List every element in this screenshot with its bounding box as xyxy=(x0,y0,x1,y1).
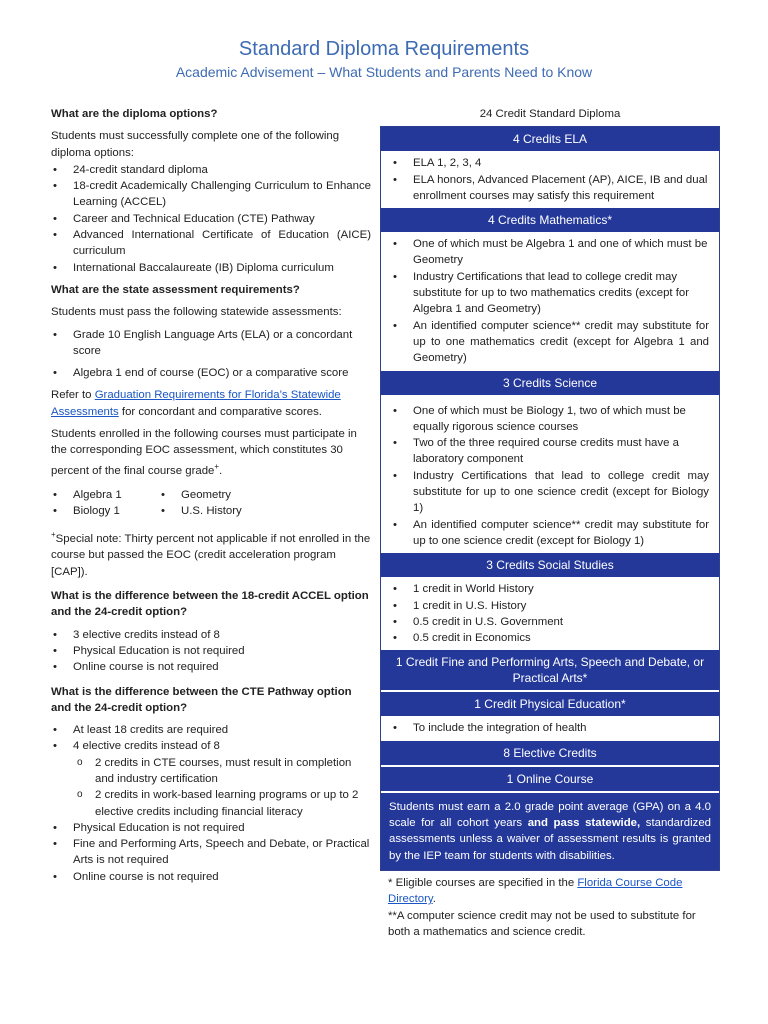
list-item: • 3 elective credits instead of 8 xyxy=(51,627,371,643)
pe-cell xyxy=(381,716,719,740)
question-accel-difference: What is the difference between the 18-credit ACCEL option and the 24-credit option? xyxy=(51,590,369,619)
list-item: • Physical Education is not required xyxy=(51,643,371,659)
list-item: • One of which must be Algebra 1 and one of which must be Geometry xyxy=(389,236,709,269)
list-item: • One of which must be Biology 1, two of which must be equally rigorous science courses xyxy=(389,403,709,436)
question-cte-difference: What is the difference between the CTE Pathway option and the 24-credit option? xyxy=(51,685,352,714)
list-item: • 0.5 credit in Economics xyxy=(389,630,709,646)
eoc-end: . xyxy=(219,464,223,477)
social-studies-band: 3 Credits Social Studies xyxy=(381,553,719,577)
pe-band: 1 Credit Physical Education* xyxy=(381,692,719,716)
special-note xyxy=(51,527,371,580)
list-item: • Algebra 1 end of course (EOC) or a comparative score xyxy=(51,365,371,381)
list-item: • Industry Certifications that lead to college credit may substitute for up to two mathematics credits (except for Algebra 1 and Geometry) xyxy=(389,269,709,318)
list-item: • U.S. History xyxy=(159,503,267,519)
left-column xyxy=(51,106,371,885)
science-cell xyxy=(381,395,719,554)
list-item: • Fine and Performing Arts, Speech and Debate, or Practical Arts is not required xyxy=(51,836,371,869)
eoc-courses-col2 xyxy=(159,487,267,520)
question-diploma-options: What are the diploma options? xyxy=(51,108,218,120)
footnote-eligible-courses xyxy=(388,875,720,908)
note-text: Special note: Thirty percent not applicable if not enrolled in the course but passed the EOC (credit acceleration program [CAP]). xyxy=(51,533,371,578)
footnote-computer-science: **A computer science credit may not be used to substitute for both a mathematics and science credit. xyxy=(388,909,696,938)
list-item: • Physical Education is not required xyxy=(51,820,371,836)
footnote-prefix: * Eligible courses are specified in the xyxy=(388,876,578,889)
list-item: • ELA honors, Advanced Placement (AP), AICE, IB and dual enrollment courses may satisfy this requirement xyxy=(389,172,709,205)
online-course-band: 1 Online Course xyxy=(381,767,719,791)
ela-band: 4 Credits ELA xyxy=(381,127,719,151)
footnotes xyxy=(380,875,720,940)
math-cell xyxy=(381,232,719,370)
list-item: • Biology 1 xyxy=(51,503,159,519)
list-item: • 1 credit in U.S. History xyxy=(389,598,709,614)
list-item: • Career and Technical Education (CTE) Pathway xyxy=(51,211,371,227)
list-item: • 4 elective credits instead of 8 xyxy=(51,738,371,754)
list-item: • 1 credit in World History xyxy=(389,581,709,597)
question-state-assessment: What are the state assessment requirements? xyxy=(51,283,300,296)
list-item: • Online course is not required xyxy=(51,869,371,885)
footnote-suffix: . xyxy=(432,893,436,906)
list-item: • Geometry xyxy=(159,487,267,503)
diploma-options-list xyxy=(51,162,371,276)
refer-suffix: for concordant and comparative scores. xyxy=(118,405,322,418)
list-item: • To include the integration of health xyxy=(389,720,709,736)
elective-band: 8 Elective Credits xyxy=(381,741,719,765)
eoc-paragraph xyxy=(51,426,371,479)
refer-paragraph xyxy=(51,387,371,420)
list-item: • ELA 1, 2, 3, 4 xyxy=(389,155,709,171)
state-assessment-intro: Students must pass the following statewide assessments: xyxy=(51,306,342,319)
state-assessment-list xyxy=(51,327,371,382)
right-column xyxy=(380,106,720,940)
gpa-requirement xyxy=(381,793,719,870)
page-title: Standard Diploma Requirements xyxy=(238,38,530,60)
ela-cell xyxy=(381,151,719,208)
social-studies-cell xyxy=(381,577,719,650)
diploma-options-intro: Students must successfully complete one of the following diploma options: xyxy=(51,130,340,159)
math-band: 4 Credits Mathematics* xyxy=(381,208,719,232)
list-item: • Grade 10 English Language Arts (ELA) or a concordant score xyxy=(51,327,371,360)
note-mark: + xyxy=(51,530,56,540)
eoc-text: Students enrolled in the following courses must participate in the corresponding EOC assessment, which constitutes 30 percent of the final course grade xyxy=(51,428,357,477)
page-subtitle: Academic Advisement – What Students and Parents Need to Know xyxy=(175,64,593,80)
list-item: • Advanced International Certificate of Education (AICE) curriculum xyxy=(51,227,371,260)
list-item: • International Baccalaureate (IB) Diploma curriculum xyxy=(51,260,371,276)
requirements-table xyxy=(380,126,720,871)
cte-difference-list xyxy=(51,722,371,885)
refer-prefix: Refer to xyxy=(51,389,95,402)
list-item: • 0.5 credit in U.S. Government xyxy=(389,614,709,630)
list-item: • An identified computer science** credit may substitute for up to one mathematics credit (except for Algebra 1 and Geometry) xyxy=(389,318,709,367)
list-item: • Online course is not required xyxy=(51,659,371,675)
eoc-courses xyxy=(51,487,371,520)
accel-difference-list xyxy=(51,627,371,676)
sub-list-item: o 2 credits in CTE courses, must result in completion and industry certification xyxy=(51,755,371,788)
arts-band: 1 Credit Fine and Performing Arts, Speech and Debate, or Practical Arts* xyxy=(381,650,719,690)
list-item: • Industry Certifications that lead to college credit may substitute for up to one science credit (except for Biology 1) xyxy=(389,468,709,517)
graduation-requirements-link[interactable]: Graduation Requirements for Florida’s Statewide Assessments xyxy=(51,389,341,418)
list-item: • 18-credit Academically Challenging Curriculum to Enhance Learning (ACCEL) xyxy=(51,178,371,211)
diploma-table-header: 24 Credit Standard Diploma xyxy=(479,108,621,120)
list-item: • Algebra 1 xyxy=(51,487,159,503)
list-item: • 24-credit standard diploma xyxy=(51,162,371,178)
sub-list-item: o 2 credits in work-based learning programs or up to 2 elective credits including financial literacy xyxy=(51,787,371,820)
gpa-text-start: Students must earn a 2.0 grade point average (GPA) on a 4.0 scale for all cohort years xyxy=(389,800,711,830)
list-item: • An identified computer science** credit may substitute for up to one science credit (except for Biology 1) xyxy=(389,517,709,550)
gpa-text-end: standardized assessments unless a waiver of assessment results is granted by the IEP team for students with disabilities. xyxy=(389,817,711,862)
list-item: • At least 18 credits are required xyxy=(51,722,371,738)
list-item: • Two of the three required course credits must have a laboratory component xyxy=(389,435,709,468)
eoc-mark: + xyxy=(214,461,220,471)
eoc-courses-col1 xyxy=(51,487,159,520)
gpa-text-bold: and pass statewide, xyxy=(527,817,641,830)
science-band: 3 Credits Science xyxy=(381,371,719,395)
course-code-directory-link[interactable]: Florida Course Code Directory xyxy=(388,876,683,906)
